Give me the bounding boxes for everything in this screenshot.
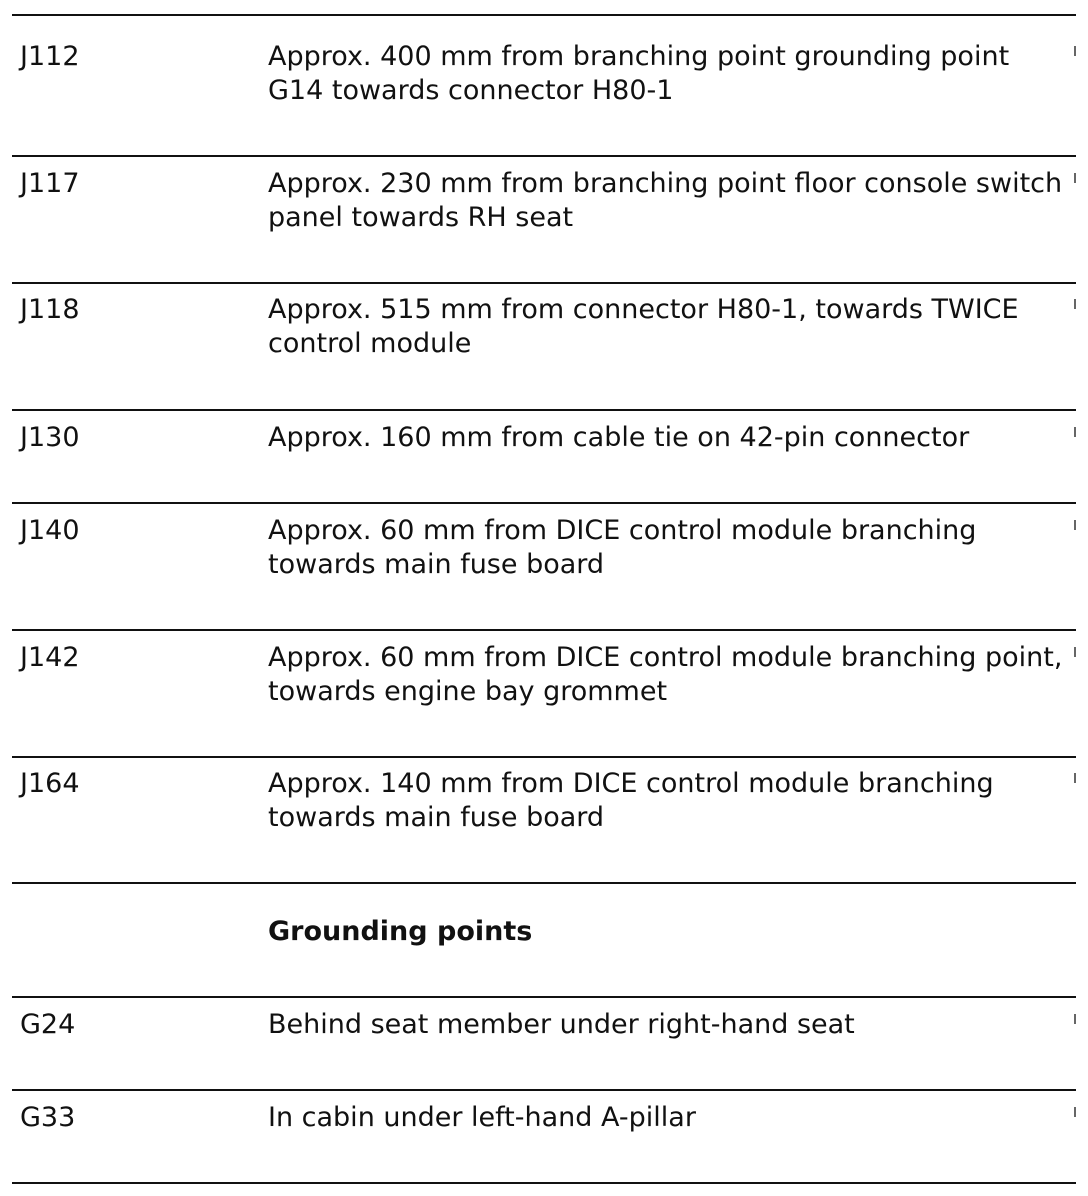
- row-description: Approx. 160 mm from cable tie on 42-pin connector: [268, 422, 970, 453]
- row-divider: [12, 14, 1076, 16]
- margin-mark: [1074, 773, 1076, 783]
- row-description: Approx. 400 mm from branching point grounding point G14 towards connector H80-1: [268, 41, 1010, 106]
- row-description: Approx. 230 mm from branching point floor console switch panel towards RH seat: [268, 168, 1063, 233]
- row-divider: [12, 409, 1076, 411]
- row-code: J112: [20, 41, 80, 72]
- row-divider: [12, 756, 1076, 758]
- row-code: J130: [20, 422, 80, 453]
- margin-mark: [1074, 173, 1076, 183]
- row-divider: [12, 629, 1076, 631]
- row-description: Approx. 60 mm from DICE control module branching towards main fuse board: [268, 515, 977, 580]
- row-code: G33: [20, 1102, 76, 1133]
- table-bottom-border: [12, 1182, 1076, 1184]
- row-description: Behind seat member under right-hand seat: [268, 1009, 855, 1040]
- margin-mark: [1074, 1014, 1076, 1024]
- margin-mark: [1074, 1107, 1076, 1117]
- margin-mark: [1074, 520, 1076, 530]
- row-divider: [12, 996, 1076, 998]
- margin-mark: [1074, 46, 1076, 56]
- margin-mark: [1074, 299, 1076, 309]
- row-divider: [12, 282, 1076, 284]
- margin-mark: [1074, 427, 1076, 437]
- row-code: G24: [20, 1009, 76, 1040]
- section-heading: Grounding points: [268, 916, 533, 947]
- row-divider: [12, 155, 1076, 157]
- row-description: In cabin under left-hand A-pillar: [268, 1102, 696, 1133]
- row-code: J118: [20, 294, 80, 325]
- row-code: J142: [20, 642, 80, 673]
- row-code: J164: [20, 768, 80, 799]
- row-divider: [12, 502, 1076, 504]
- margin-mark: [1074, 647, 1076, 657]
- row-description: Approx. 515 mm from connector H80-1, towards TWICE control module: [268, 294, 1019, 359]
- row-description: Approx. 140 mm from DICE control module branching towards main fuse board: [268, 768, 994, 833]
- row-code: J117: [20, 168, 80, 199]
- row-divider: [12, 1089, 1076, 1091]
- row-code: J140: [20, 515, 80, 546]
- row-divider: [12, 882, 1076, 884]
- row-description: Approx. 60 mm from DICE control module branching point, towards engine bay grommet: [268, 642, 1063, 707]
